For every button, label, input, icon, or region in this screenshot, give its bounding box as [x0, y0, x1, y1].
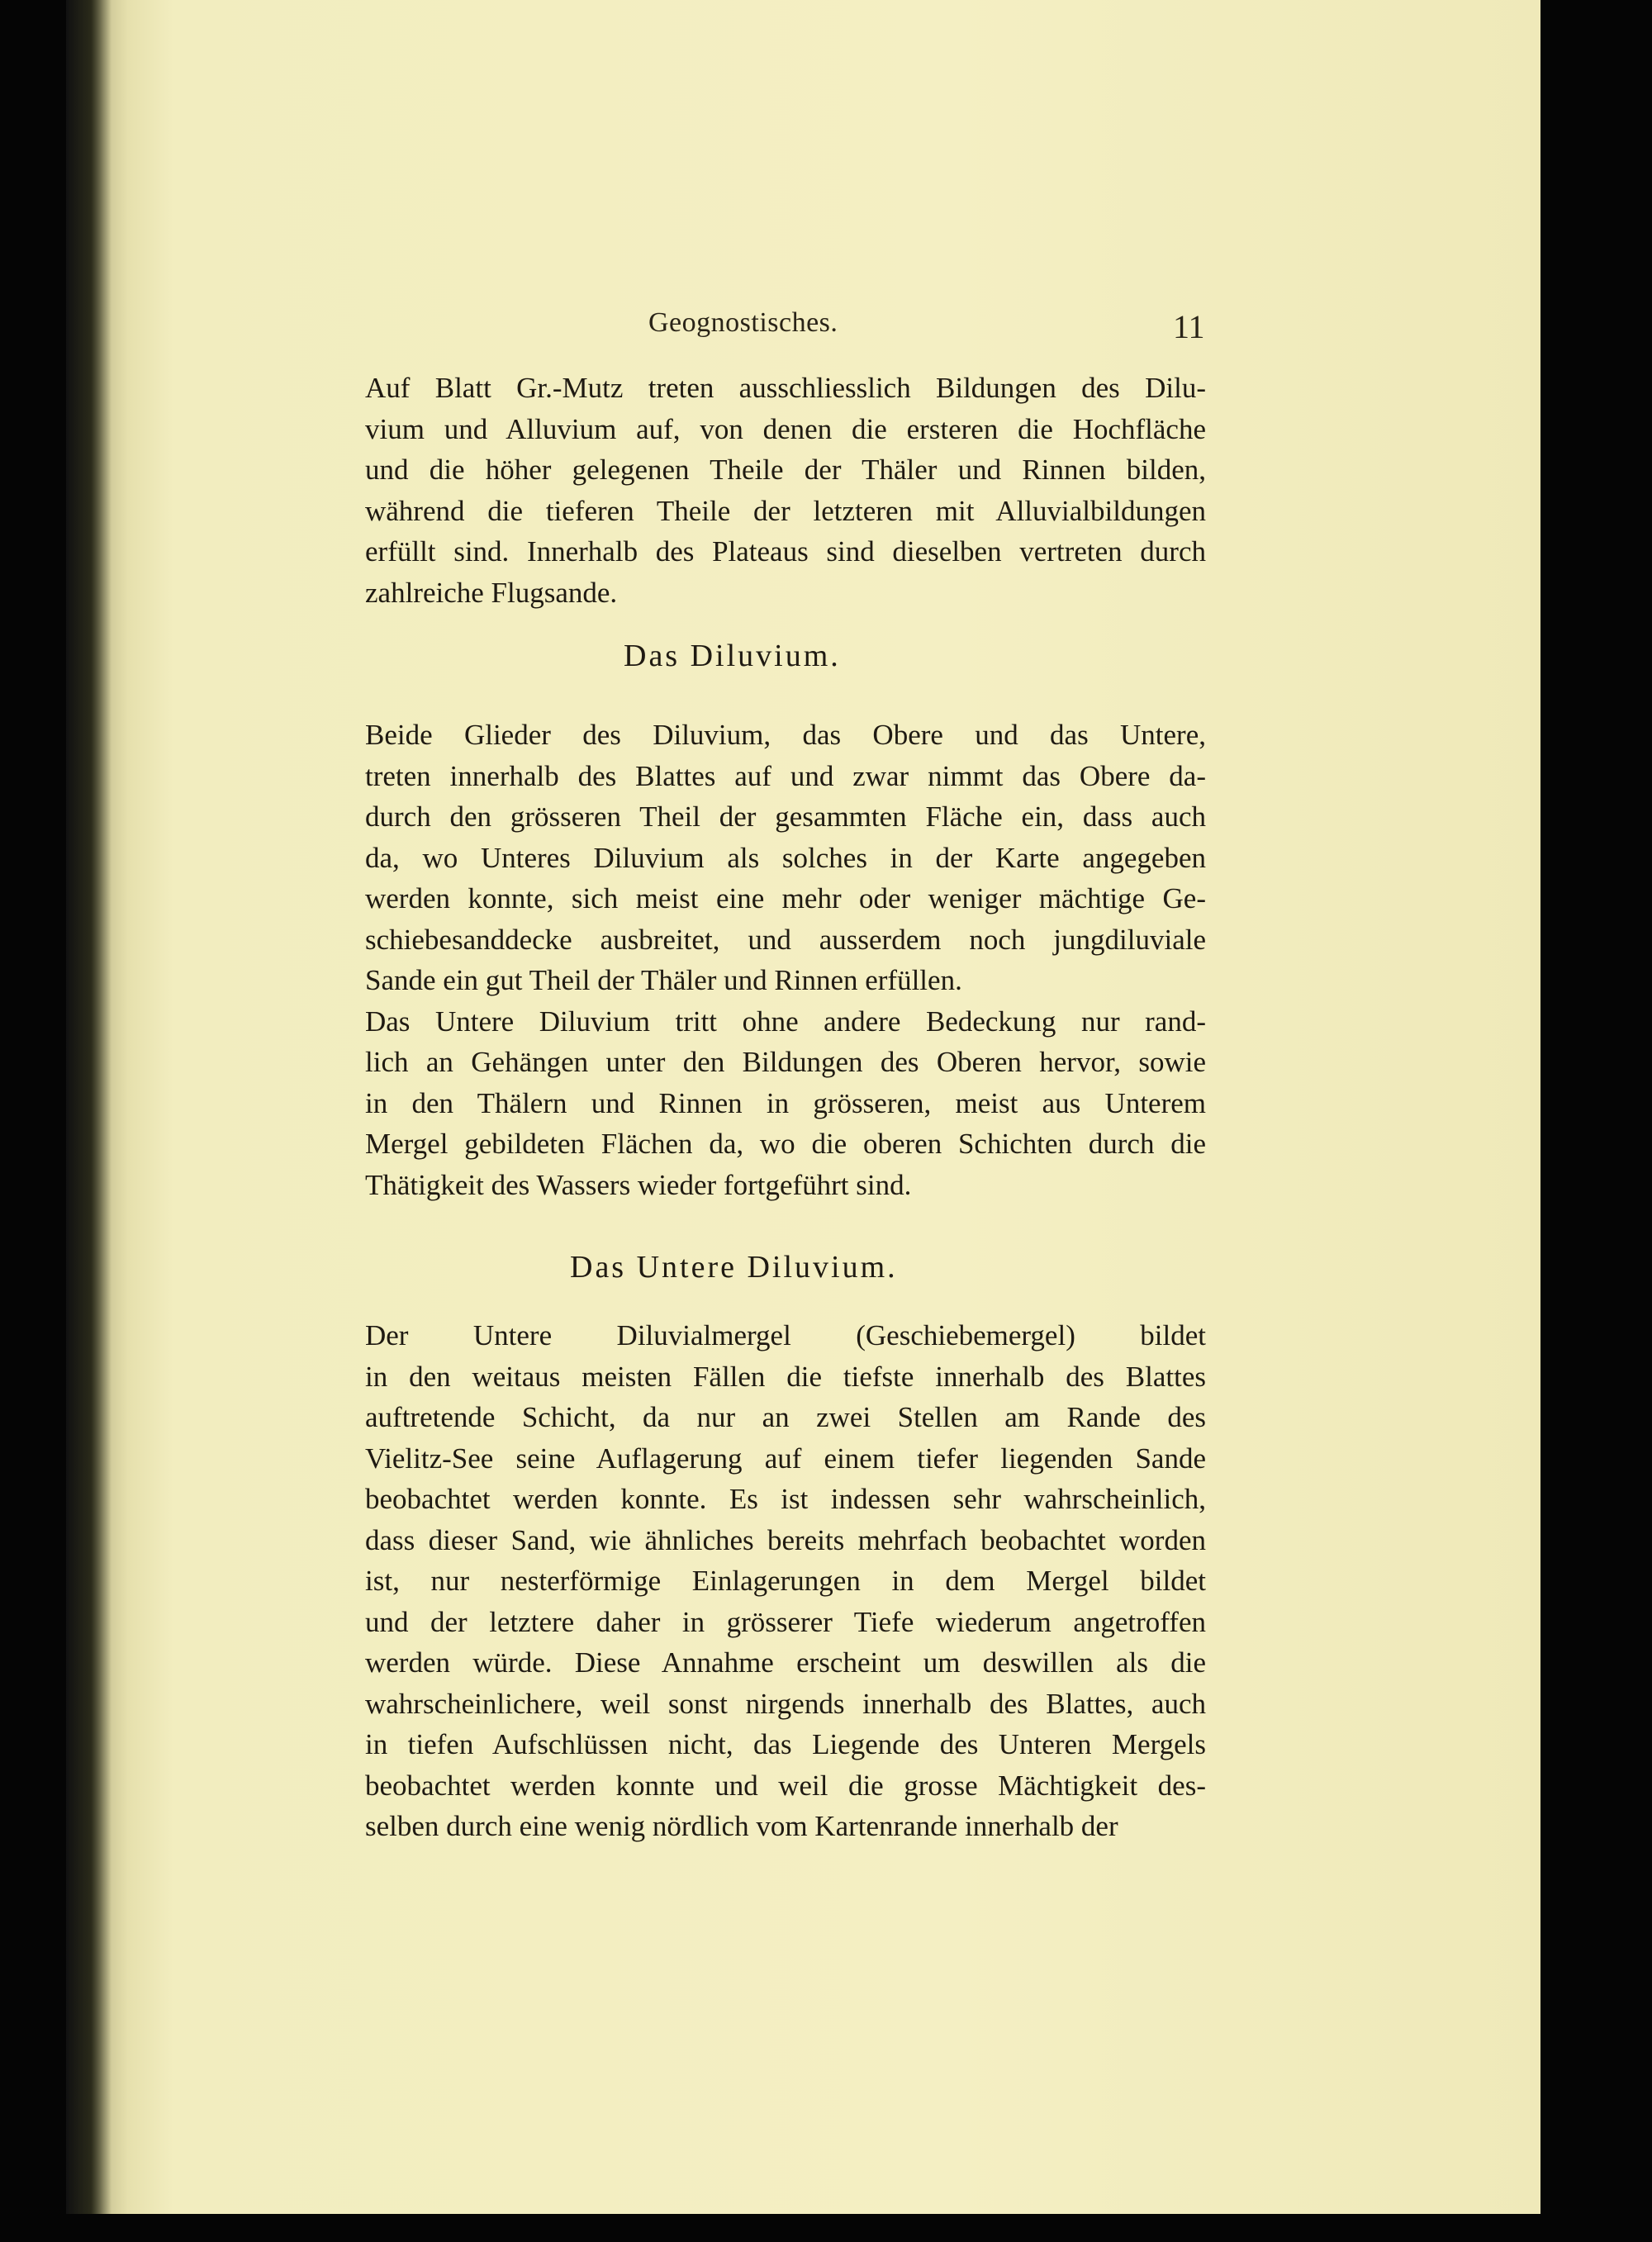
text-line: in tiefen Aufschlüssen nicht, das Liegende des Unteren Mergels	[365, 1728, 1206, 1760]
text-line: werden konnte, sich meist eine mehr oder weniger mächtige Ge-	[365, 882, 1206, 914]
text-line: und der letztere daher in grösserer Tiefe wiederum angetroffen	[365, 1606, 1206, 1638]
section-heading: Das Diluvium.	[624, 639, 841, 673]
text-line: Sande ein gut Theil der Thäler und Rinnen erfüllen.	[365, 964, 962, 996]
text-line: Thätigkeit des Wassers wieder fortgeführt sind.	[365, 1169, 912, 1201]
binding-gutter	[66, 0, 112, 2214]
text-line: Mergel gebildeten Flächen da, wo die oberen Schichten durch die	[365, 1128, 1206, 1160]
text-line: und die höher gelegenen Theile der Thäler und Rinnen bilden,	[365, 454, 1206, 486]
running-head-title: Geognostisches.	[648, 307, 838, 338]
text-line: auftretende Schicht, da nur an zwei Stellen am Rande des	[365, 1401, 1206, 1433]
text-line: während die tieferen Theile der letzteren mit Alluvialbildungen	[365, 495, 1206, 527]
text-line: in den weitaus meisten Fällen die tiefste innerhalb des Blattes	[365, 1361, 1206, 1393]
text-line: lich an Gehängen unter den Bildungen des Oberen hervor, sowie	[365, 1046, 1206, 1078]
text-line: dass dieser Sand, wie ähnliches bereits mehrfach beobachtet worden	[365, 1524, 1206, 1556]
text-line: durch den grösseren Theil der gesammten Fläche ein, dass auch	[365, 800, 1206, 833]
text-line: da, wo Unteres Diluvium als solches in der Karte angegeben	[365, 842, 1206, 874]
text-line: beobachtet werden konnte und weil die grosse Mächtigkeit des-	[365, 1769, 1206, 1802]
text-line: Auf Blatt Gr.-Mutz treten ausschliesslich Bildungen des Dilu-	[365, 372, 1206, 404]
text-line: selben durch eine wenig nördlich vom Kartenrande innerhalb der	[365, 1810, 1118, 1842]
text-line: Vielitz-See seine Auflagerung auf einem tiefer liegenden Sande	[365, 1442, 1206, 1475]
text-line: werden würde. Diese Annahme erscheint um deswillen als die	[365, 1646, 1206, 1679]
text-line: wahrscheinlichere, weil sonst nirgends innerhalb des Blattes, auch	[365, 1688, 1206, 1720]
text-line: vium und Alluvium auf, von denen die ersteren die Hochfläche	[365, 413, 1206, 445]
text-line: zahlreiche Flugsande.	[365, 577, 618, 609]
text-line: erfüllt sind. Innerhalb des Plateaus sind dieselben vertreten durch	[365, 535, 1206, 568]
text-line: treten innerhalb des Blattes auf und zwar nimmt das Obere da-	[365, 760, 1206, 792]
page-number: 11	[1173, 308, 1205, 345]
text-line: in den Thälern und Rinnen in grösseren, meist aus Unterem	[365, 1087, 1206, 1119]
text-line: Der Untere Diluvialmergel (Geschiebemergel) bildet	[365, 1319, 1206, 1351]
section-heading: Das Untere Diluvium.	[570, 1250, 898, 1285]
text-line: Das Untere Diluvium tritt ohne andere Bedeckung nur rand-	[365, 1005, 1206, 1038]
text-line: ist, nur nesterförmige Einlagerungen in dem Mergel bildet	[365, 1565, 1206, 1597]
text-line: schiebesanddecke ausbreitet, und ausserdem noch jungdiluviale	[365, 924, 1206, 956]
text-line: beobachtet werden konnte. Es ist indessen sehr wahrscheinlich,	[365, 1483, 1206, 1515]
text-line: Beide Glieder des Diluvium, das Obere und das Untere,	[365, 719, 1206, 751]
